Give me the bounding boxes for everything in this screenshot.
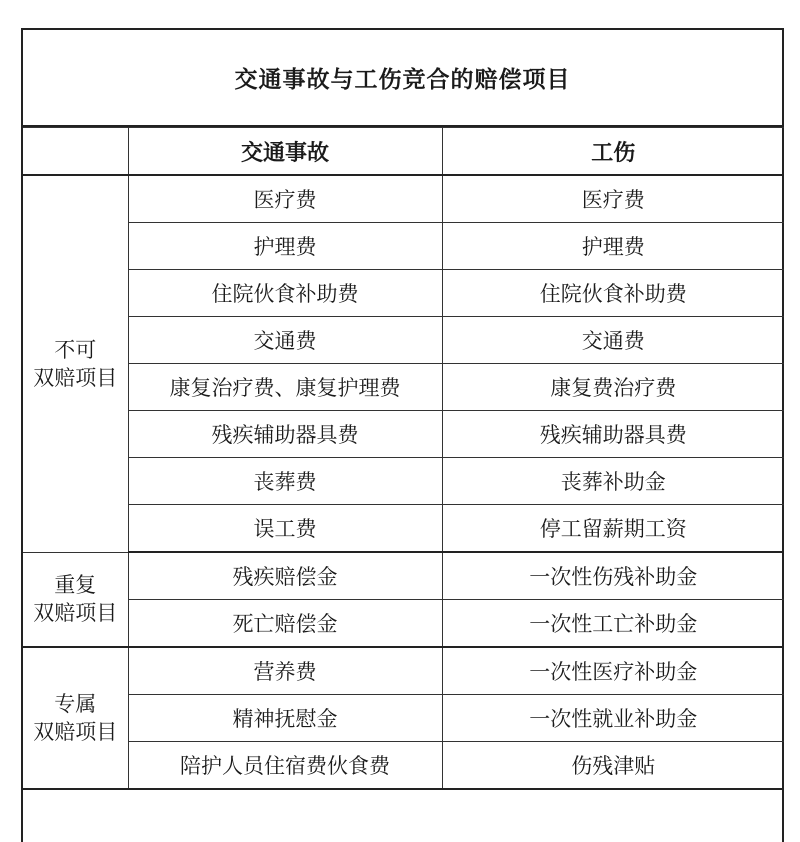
- cell-injury: 一次性工亡补助金: [442, 600, 784, 648]
- cell-injury: 一次性就业补助金: [442, 695, 784, 742]
- table-footer-blank: [23, 810, 782, 840]
- cell-traffic: 医疗费: [128, 175, 442, 223]
- group-label-exclusive-double: [23, 647, 128, 789]
- cell-injury: 伤残津贴: [442, 742, 784, 790]
- cell-traffic: 误工费: [128, 505, 442, 553]
- cell-injury: 丧葬补助金: [442, 458, 784, 505]
- group-label-non-double: [23, 175, 128, 552]
- cell-injury: 交通费: [442, 317, 784, 364]
- compensation-table-sheet: [21, 28, 784, 842]
- cell-injury: 残疾辅助器具费: [442, 411, 784, 458]
- cell-injury: 住院伙食补助费: [442, 270, 784, 317]
- group-label-line1: 不可: [54, 337, 97, 362]
- table-row: [23, 647, 784, 695]
- table-row: [23, 411, 784, 458]
- cell-traffic: 住院伙食补助费: [128, 270, 442, 317]
- group-label-repeat-double: [23, 552, 128, 647]
- table-row: [23, 600, 784, 648]
- group-label-line2: 双赔项目: [33, 601, 118, 626]
- cell-traffic: 营养费: [128, 647, 442, 695]
- table-row: [23, 742, 784, 790]
- cell-traffic: 陪护人员住宿费伙食费: [128, 742, 442, 790]
- table-row: [23, 317, 784, 364]
- cell-traffic: 残疾辅助器具费: [128, 411, 442, 458]
- cell-injury: 一次性伤残补助金: [442, 552, 784, 600]
- table-row: [23, 552, 784, 600]
- group-label-line2: 双赔项目: [33, 365, 118, 390]
- header-work-injury: 工伤: [442, 128, 784, 176]
- cell-traffic: 精神抚慰金: [128, 695, 442, 742]
- header-corner: [23, 128, 128, 176]
- cell-injury: 停工留薪期工资: [442, 505, 784, 553]
- table-row: [23, 270, 784, 317]
- table-row: [23, 223, 784, 270]
- table-row: [23, 458, 784, 505]
- cell-injury: 一次性医疗补助金: [442, 647, 784, 695]
- cell-traffic: 丧葬费: [128, 458, 442, 505]
- cell-injury: 医疗费: [442, 175, 784, 223]
- table-title: 交通事故与工伤竞合的赔偿项目: [23, 30, 782, 127]
- table-row: [23, 364, 784, 411]
- cell-traffic: 康复治疗费、康复护理费: [128, 364, 442, 411]
- cell-traffic: 交通费: [128, 317, 442, 364]
- table-row: [23, 175, 784, 223]
- compensation-table: [23, 127, 784, 790]
- cell-traffic: 护理费: [128, 223, 442, 270]
- cell-injury: 护理费: [442, 223, 784, 270]
- cell-injury: 康复费治疗费: [442, 364, 784, 411]
- header-row: [23, 128, 784, 176]
- cell-traffic: 死亡赔偿金: [128, 600, 442, 648]
- group-label-line1: 专属: [54, 692, 97, 716]
- group-label-line1: 重复: [54, 573, 97, 598]
- table-row: [23, 695, 784, 742]
- cell-traffic: 残疾赔偿金: [128, 552, 442, 600]
- group-label-line2: 双赔项目: [33, 720, 118, 744]
- header-traffic-accident: 交通事故: [128, 128, 442, 176]
- table-row: [23, 505, 784, 553]
